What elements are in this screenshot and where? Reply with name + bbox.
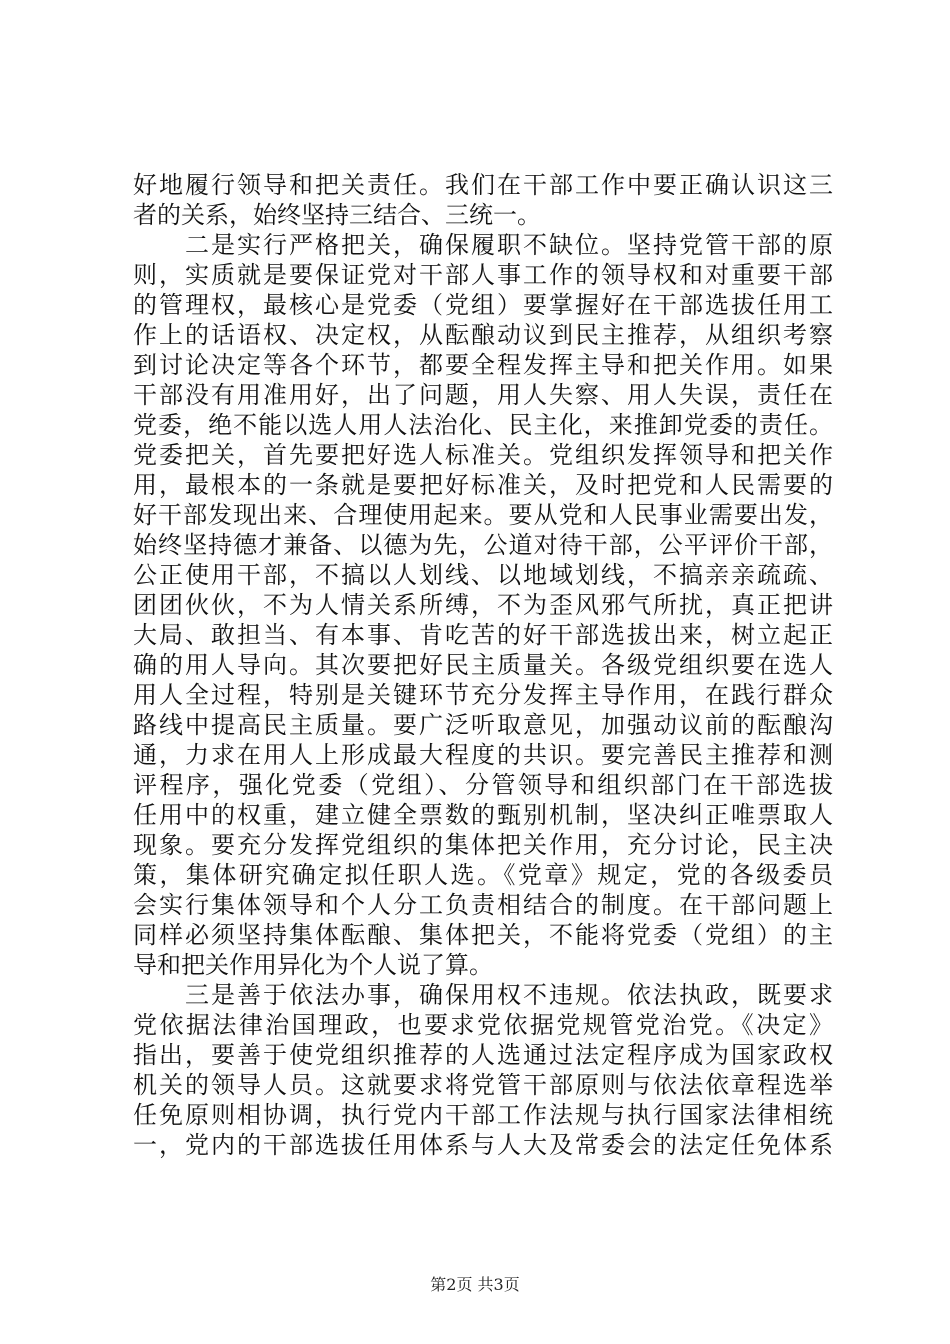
page-footer xyxy=(0,1275,950,1295)
text-line: 党委，绝不能以选人用人法治化、民主化，来推卸党委的责任。 xyxy=(133,411,833,439)
text-line: 指出，要善于使党组织推荐的人选通过法定程序成为国家政权 xyxy=(133,1041,833,1069)
text-line: 机关的领导人员。这就要求将党管干部原则与依法依章程选举 xyxy=(133,1071,833,1099)
text-line: 一，党内的干部选拔任用体系与人大及常委会的法定任免体系 xyxy=(133,1131,833,1159)
page-number-label: 第2页 共3页 xyxy=(430,1275,520,1294)
text-line: 党委把关，首先要把好选人标准关。党组织发挥领导和把关作 xyxy=(133,441,833,469)
text-line: 始终坚持德才兼备、以德为先，公道对待干部，公平评价干部， xyxy=(133,531,833,559)
text-line: 二是实行严格把关，确保履职不缺位。坚持党管干部的原 xyxy=(133,231,833,259)
text-line: 路线中提高民主质量。要广泛听取意见，加强动议前的酝酿沟 xyxy=(133,711,833,739)
text-line: 任免原则相协调，执行党内干部工作法规与执行国家法律相统 xyxy=(133,1101,833,1129)
text-line: 者的关系，始终坚持三结合、三统一。 xyxy=(133,201,541,229)
text-line: 干部没有用准用好，出了问题，用人失察、用人失误，责任在 xyxy=(133,381,833,409)
text-line: 则，实质就是要保证党对干部人事工作的领导权和对重要干部 xyxy=(133,261,833,289)
document-body xyxy=(133,170,833,1160)
text-line: 同样必须坚持集体酝酿、集体把关，不能将党委（党组）的主 xyxy=(133,921,833,949)
text-line: 好地履行领导和把关责任。我们在干部工作中要正确认识这三 xyxy=(133,171,833,199)
text-line: 的管理权，最核心是党委（党组）要掌握好在干部选拔任用工 xyxy=(133,291,833,319)
text-line: 好干部发现出来、合理使用起来。要从党和人民事业需要出发， xyxy=(133,501,833,529)
text-line: 三是善于依法办事，确保用权不违规。依法执政，既要求 xyxy=(133,981,833,1009)
text-line: 通，力求在用人上形成最大程度的共识。要完善民主推荐和测 xyxy=(133,741,833,769)
text-line: 策，集体研究确定拟任职人选。《党章》规定，党的各级委员 xyxy=(133,861,833,889)
text-line: 确的用人导向。其次要把好民主质量关。各级党组织要在选人 xyxy=(133,651,833,679)
text-line: 作上的话语权、决定权，从酝酿动议到民主推荐，从组织考察 xyxy=(133,321,833,349)
text-line: 评程序，强化党委（党组）、分管领导和组织部门在干部选拔 xyxy=(133,771,833,799)
text-line: 团团伙伙，不为人情关系所缚，不为歪风邪气所扰，真正把讲 xyxy=(133,591,833,619)
text-line: 任用中的权重，建立健全票数的甄别机制，坚决纠正唯票取人 xyxy=(133,801,833,829)
text-line: 大局、敢担当、有本事、肯吃苦的好干部选拔出来，树立起正 xyxy=(133,621,833,649)
text-line: 导和把关作用异化为个人说了算。 xyxy=(133,951,493,979)
text-line: 会实行集体领导和个人分工负责相结合的制度。在干部问题上 xyxy=(133,891,833,919)
text-line: 到讨论决定等各个环节，都要全程发挥主导和把关作用。如果 xyxy=(133,351,833,379)
text-line: 现象。要充分发挥党组织的集体把关作用，充分讨论，民主决 xyxy=(133,831,833,859)
text-line: 公正使用干部，不搞以人划线、以地域划线，不搞亲亲疏疏、 xyxy=(133,561,833,589)
text-line: 党依据法律治国理政，也要求党依据党规管党治党。《决定》 xyxy=(133,1011,833,1039)
text-line: 用人全过程，特别是关键环节充分发挥主导作用，在践行群众 xyxy=(133,681,833,709)
text-line: 用，最根本的一条就是要把好标准关，及时把党和人民需要的 xyxy=(133,471,833,499)
